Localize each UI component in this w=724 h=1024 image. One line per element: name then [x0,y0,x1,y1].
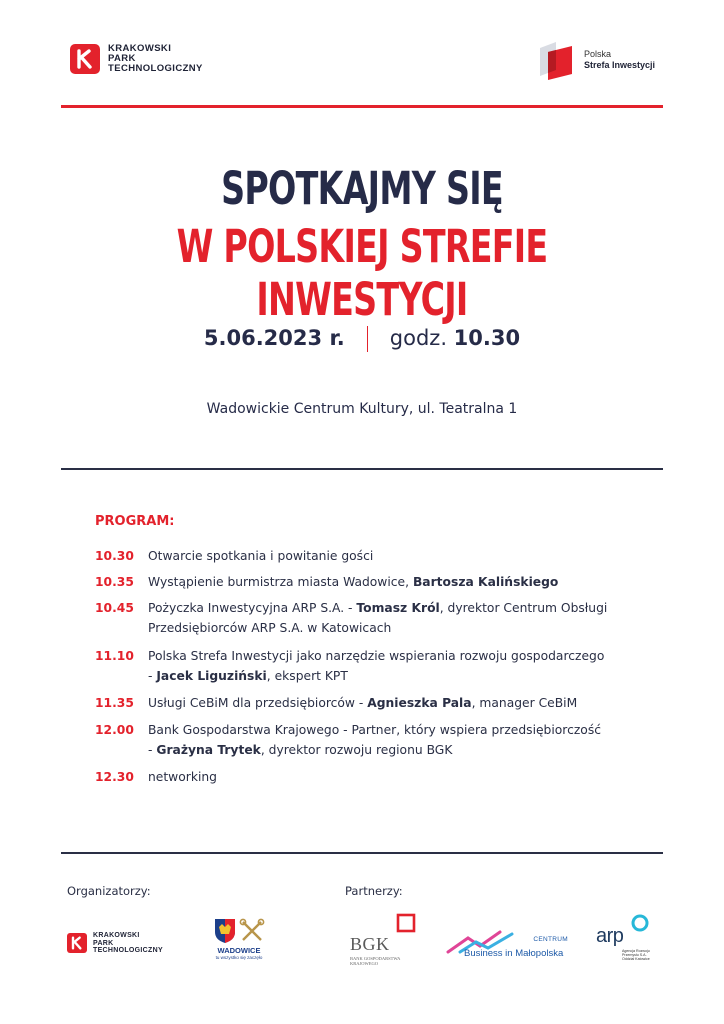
program-item-time: 12.30 [95,770,134,784]
kpt-small-text: KRAKOWSKI PARK TECHNOLOGICZNY [93,932,163,954]
program-item [95,767,675,787]
program-item [95,598,675,638]
kpt-logo-mark-icon [70,44,100,74]
program-item-text: networking [148,770,217,784]
date-time-separator [367,326,368,352]
event-time-label: godz. [389,326,454,350]
event-date-time [0,326,724,352]
program-item-time: 11.35 [95,696,134,710]
program-item-text: Usługi CeBiM dla przedsiębiorców - Agnieszka Pala, manager CeBiM [148,696,578,710]
program-item [95,720,675,760]
partners-label: Partnerzy: [345,884,403,898]
partner-bgk-logo [348,913,418,969]
program-item [95,572,675,592]
psi-logo-text: Polska Strefa Inwestycji [584,49,656,70]
arp-word: arp [596,925,624,947]
title-line-2: W POLSKIEJ STREFIE INWESTYCJI [176,220,548,326]
event-date: 5.06.2023 r. [203,326,345,350]
program-item-time: 10.45 [95,601,134,615]
program-item-text: Pożyczka Inwestycyjna ARP S.A. - Tomasz Król, dyrektor Centrum Obsługi Przedsiębiorców ARP S.A. w Katowicach [148,601,608,635]
wadowice-name: WADOWICE [217,946,261,955]
kpt-small-mark-icon [67,933,87,953]
wadowice-tagline: tu wszystko się zaczęło [215,955,263,960]
partner-arp-logo [596,913,656,969]
bgk-name: BGK [350,934,390,954]
program-item [95,546,675,566]
program-item-text: Otwarcie spotkania i powitanie gości [148,549,374,563]
organizers-label: Organizatorzy: [67,884,151,898]
arp-subtitle: Agencja Rozwoju Przemysłu S.A. Oddział Katowice [622,949,650,962]
psi-logo-mark-icon [534,40,574,80]
kpt-logo-text: KRAKOWSKI PARK TECHNOLOGICZNY [108,43,203,74]
bgk-square-icon [396,913,416,933]
program-item [95,646,675,686]
event-venue: Wadowickie Centrum Kultury, ul. Teatralna 1 [206,401,518,417]
wadowice-crest-icon [214,918,236,944]
program-list [95,546,675,792]
program-item-text: Polska Strefa Inwestycji jako narzędzie wspierania rozwoju gospodarczego - Jacek Liguziński, ekspert KPT [148,649,605,683]
organizer-kpt-logo [67,932,163,955]
title-line-1: SPOTKAJMY SIĘ [221,162,503,215]
section-divider-top [61,468,663,470]
organizer-wadowice-logo [210,918,268,960]
section-divider-bottom [61,852,663,854]
program-item-text: Wystąpienie burmistrza miasta Wadowice, Bartosza Kalińskiego [148,575,559,589]
partner-business-in-malopolska-logo [446,928,568,968]
program-item-time: 11.10 [95,649,134,663]
program-item-text: Bank Gospodarstwa Krajowego - Partner, który wspiera przedsiębiorczość - Grażyna Trytek, dyrektor rozwoju regionu BGK [148,723,601,757]
program-heading: PROGRAM: [95,514,175,529]
program-item [95,693,675,713]
event-time: 10.30 [453,326,521,350]
bim-name: Business in Małopolska [464,948,564,959]
header-divider [61,105,663,108]
kpt-logo [70,44,203,74]
bgk-subtitle: BANK GOSPODARSTWA KRAJOWEGO [350,956,401,966]
program-item-time: 10.30 [95,549,134,563]
arp-ring-icon [630,913,650,933]
wadowice-keys-icon [239,918,265,944]
psi-logo [534,40,655,80]
program-item-time: 10.35 [95,575,134,589]
bim-centrum: CENTRUM [533,936,568,943]
program-item-time: 12.00 [95,723,134,737]
